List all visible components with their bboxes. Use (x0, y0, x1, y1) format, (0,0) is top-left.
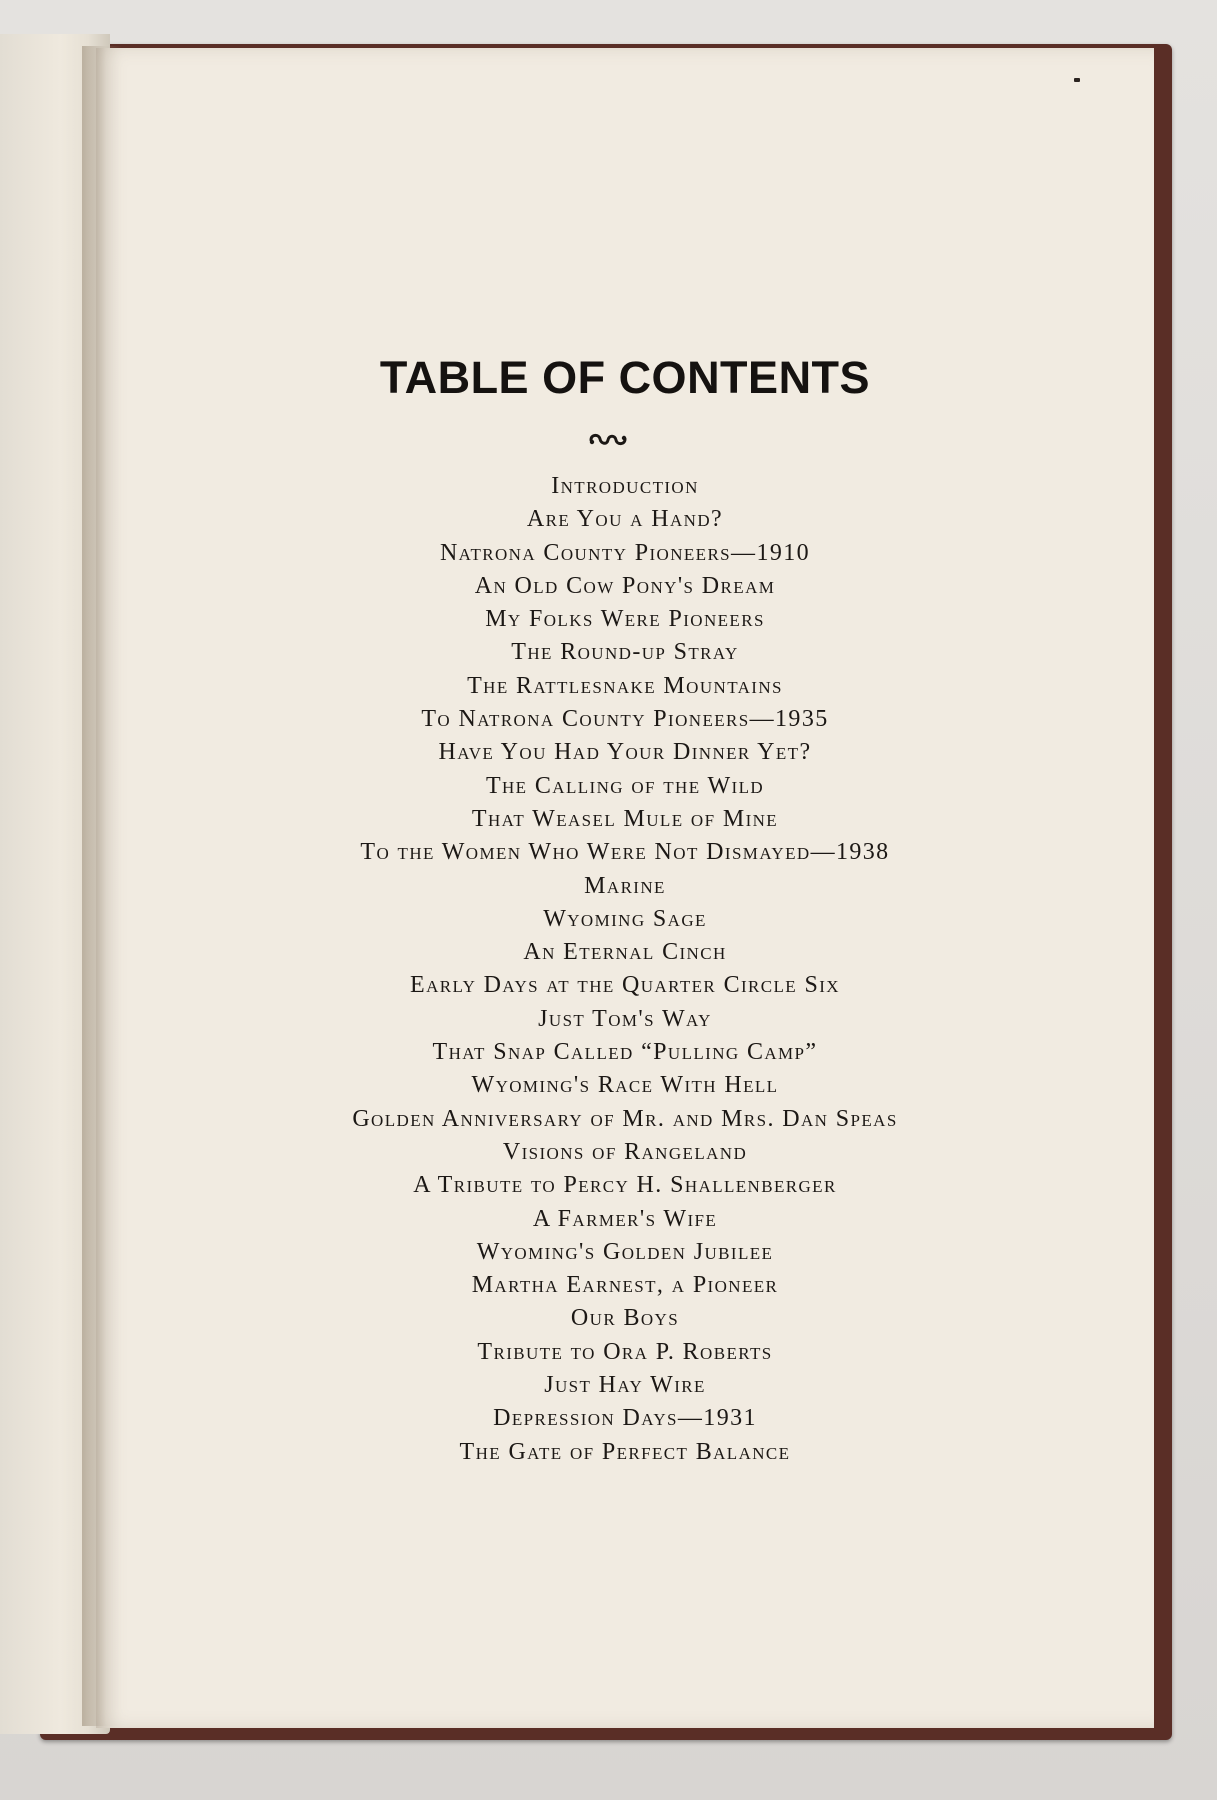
toc-entry: Visions of Rangeland (502, 1138, 748, 1165)
toc-entry: The Round-up Stray (511, 639, 739, 666)
toc-entry: An Eternal Cinch (523, 939, 727, 966)
toc-entry: Tribute to Ora P. Roberts (477, 1338, 773, 1365)
toc-entry: A Tribute to Percy H. Shallenberger (413, 1172, 837, 1199)
toc-entry: Are You a Hand? (526, 506, 724, 533)
table-of-contents-list (96, 470, 1154, 1469)
toc-entry: That Snap Called “Pulling Camp” (432, 1039, 818, 1066)
page-speck (1074, 78, 1080, 82)
toc-entry: Depression Days—1931 (493, 1405, 757, 1432)
toc-entry: Just Hay Wire (544, 1372, 706, 1399)
toc-entry: Just Tom's Way (538, 1005, 712, 1032)
toc-entry: Wyoming's Golden Jubilee (476, 1238, 774, 1265)
toc-entry: Wyoming's Race With Hell (471, 1072, 779, 1099)
toc-entry: Early Days at the Quarter Circle Six (410, 972, 840, 999)
toc-entry: My Folks Were Pioneers (485, 606, 765, 633)
scroll-flourish-icon (588, 431, 628, 449)
toc-entry: An Old Cow Pony's Dream (474, 572, 776, 599)
toc-entry: Marine (584, 872, 666, 899)
page-title: TABLE OF CONTENTS (379, 352, 871, 403)
toc-entry: To the Women Who Were Not Dismayed—1938 (360, 839, 890, 866)
toc-entry: The Rattlesnake Mountains (467, 672, 783, 699)
toc-entry: Martha Earnest, a Pioneer (471, 1272, 779, 1299)
toc-entry: Have You Had Your Dinner Yet? (438, 739, 812, 766)
toc-entry: A Farmer's Wife (532, 1205, 718, 1232)
toc-entry: The Gate of Perfect Balance (459, 1438, 791, 1465)
toc-entry: Wyoming Sage (543, 905, 707, 932)
toc-entry: Golden Anniversary of Mr. and Mrs. Dan Speas (352, 1105, 898, 1132)
toc-entry: Our Boys (570, 1305, 680, 1332)
toc-entry: The Calling of the Wild (485, 772, 765, 799)
toc-entry: Introduction (551, 473, 699, 499)
toc-entry: To Natrona County Pioneers—1935 (421, 706, 829, 733)
toc-entry: Natrona County Pioneers—1910 (439, 539, 811, 566)
toc-entry: That Weasel Mule of Mine (471, 805, 779, 832)
